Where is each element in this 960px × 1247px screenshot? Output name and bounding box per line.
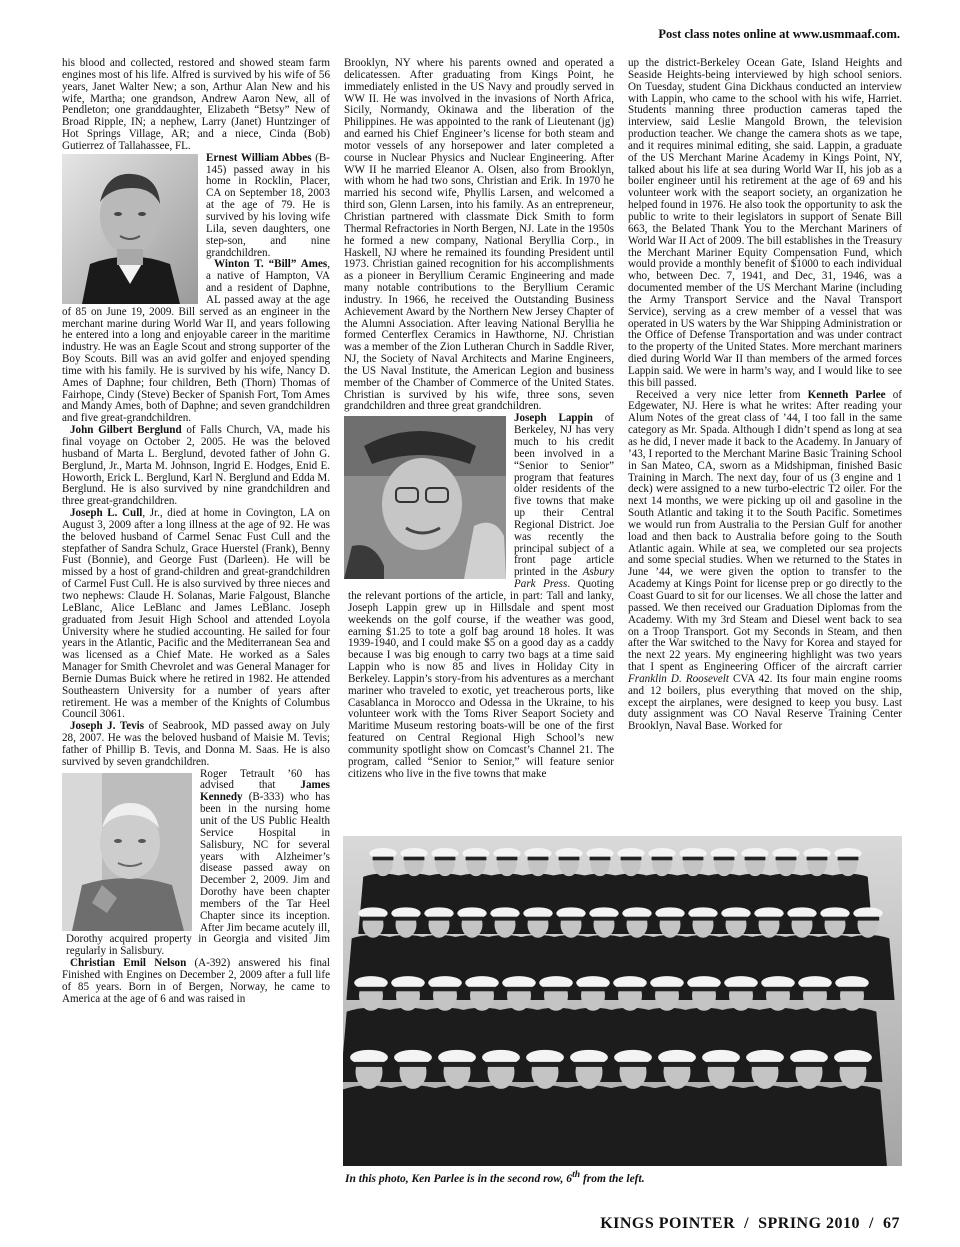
lappin-photo: [344, 416, 506, 579]
kennedy-name: James Kennedy: [200, 779, 330, 804]
lappin-text-2: . Quoting the relevant portions of the article, in part: Tall and lanky, Joseph Lappin grew up in Hillsdale and spent most weekends on the golf course, if the weather was good, earning $1.25 to tote a golf bag around 18 holes. It was 1939-1940, and I could make $5 on a good day as a caddy because I was big enough to carry two bags at a time said Lappin who is now 85 and lives in Holiday City in Berkeley. Lappin’s story-from his adventures as a merchant mariner who traveled to exotic, yet treacherous ports, like Casablanca in Morocco and Odessa in the Ukraine, to his volunteer work with the Toms River Seaport Society and Maritime Museum restoring boats-will be one of the first featured on Central Regional High School’s new community spotlight show on Comcast’s Channel 21. The program, called “Senior to Senior,” will feature senior citizens who live in the five towns that make: [348, 578, 614, 780]
caption-text-post: from the left.: [580, 1172, 645, 1185]
ames-text: , a native of Hampton, VA and a resident of Daphne, AL passed away at the age of 85 on June 19, 2009. Bill served as an engineer in the merchant marine during World War II, and years following he entered into a long and enjoyable career in the maritime industry. He was an Eagle Scout and strong supporter of the Boy Scouts. Bill was an avid golfer and enjoyed spending time with his family. He is survived by his wife, Nancy D. Ames of Daphne; four children, Beth (Thorn) Thomas of Fairhope, Cindy (Steve) Becker of Spanish Fort, Tom Ames and Mandy Ames, both of Daphne; and seven grandchildren and five great-grandchildren.: [62, 258, 330, 425]
tevis-text: of Seabrook, MD passed away on July 28, 2007. He was the beloved husband of Maisie M. Tevis; father of Phillip B. Tevis, and Donna M. Saas. He is also survived by seven grandchildren.: [62, 720, 331, 768]
photo-caption: [345, 1169, 645, 1185]
berglund-text: of Falls Church, VA, made his final voyage on October 2, 2005. He was the beloved husband of Marta L. Berglund, devoted father of John G. Berglund, Jr., Marta M. Johnson, Ingrid E. Hodges, Enid E. Howorth, Erick L. Berglund, Karl N. Berglund and Edda M. Berglund. He is also survived by nine grandchildren and three great-grandchildren.: [62, 424, 331, 508]
cull-name: Joseph L. Cull: [70, 507, 143, 520]
kennedy-text: (B-333) who has been in the nursing home unit of the US Public Health Service Hospital in Salisbury, NC for several years with Alzheimer’s disease passed away on December 2, 2009. Jim and Dorothy have been chapter members of the Tar Heel Chapter since its inception. After Jim became acutely ill, Dorothy acquired property in Georgia and visited Jim regularly in Salisbury.: [66, 791, 330, 958]
kennedy-photo: [62, 773, 192, 931]
nelson-name: Christian Emil Nelson: [70, 957, 187, 970]
parlee-text-2: CVA 42. Its four main engine rooms and 12 boilers, plus everything that moved on the ship, except the airplanes, were designed to keep you busy. Last duty assignment was CO Naval Reserve Training Center Brooklyn, Naval Base. Worked for: [628, 672, 902, 733]
column-1: [62, 58, 330, 1006]
tevis-name: Joseph J. Tevis: [70, 720, 145, 733]
lappin-newspaper: Asbury Park Press: [514, 566, 614, 591]
kennedy-intro: Roger Tetrault ’60 has advised that: [200, 767, 330, 792]
caption-text-pre: In this photo, Ken Parlee is in the second row, 6: [345, 1172, 573, 1185]
berglund-name: John Gilbert Berglund: [70, 424, 182, 437]
abbes-name: Ernest William Abbes: [206, 151, 312, 164]
ames-name: Winton T. “Bill” Ames: [214, 258, 328, 271]
nelson-obituary-continued: Brooklyn, NY where his parents owned and operated a delicatessen. After graduating from Kings Point, he immediately enlisted in the US Navy and proudly served in WW II. He was involved in the invasions of North Africa, Sicily, Normandy, Okinawa and the liberation of the Philippines. He was appointed to the rank of Lieutenant (jg) and earned his Chief Engineer’s license for both steam and motor vessels of any horsepower and later completed a course in Nuclear Physics and Nuclear Engineering. After WW II he married Eleanor A. Olsen, also from Brooklyn, with whom he had two sons, Christian and Erik. In 1970 he married his second wife, Phyllis Larsen, and welcomed a third son, Glenn Larsen, into his family. As an entrepreneur, Christian partnered with classmate Dick Smith to form Thermal Refractories in North Bergen, NJ. Late in the 1950s he formed a new company, National Beryllia Corp., in Haskell, NJ where he remained its founding President until 1973. Christian gained recognition for his accomplishments as a pioneer in Beryllium Ceramic Engineering and made many notable contributions to the Beryllium Ceramic industry. In 1966, he received the Outstanding Business Achievement Award by the Northern New Jersey Chapter of the Alumni Association. After leaving National Beryllia he formed Centerflex Ceramics in Hawthorne, NJ. Christian was a member of the Zion Lutheran Church in Saddle River, NJ, the Society of Naval Architects and Marine Engineers, the US Naval Institute, the American Legion and business member of the Chamber of Commerce of the United States. Christian is survived by his wife, three sons, seven grandchildren and three great grandchildren.: [344, 57, 614, 413]
abbes-text: (B-145) passed away in his home in Rocklin, Placer, CA on September 18, 2003 at the age of 79. He is survived by his loving wife Lila, seven daughters, one step-son, and nine grandchildren.: [206, 151, 330, 259]
cull-text: , Jr., died at home in Covington, LA on August 3, 2009 after a long illness at the age of 92. He was the beloved husband of Carmel Senac Fust Cull and the stepfather of Sandra Schulz, Grace Huerstel (Frank), Benny Fust (Bonnie), and George Fust (Darleen). He will be missed by a host of grand-children and great-grandchildren of Carmel Fust Cull. He is also survived by three nieces and two nephews: Claude H. Solanas, Marie Falgoust, Blanche LeBlanc, Alice LeBlanc and James LeBlanc. Joseph graduated from Jesuit High School and attended Loyola University where he studied accounting. He sailed for four years in the Atlantic, Pacific and the Mediterranean Sea and was licensed as a Chief Mate. He worked as a Sales Manager for Smith Chevrolet and was General Manager for Bernie Dumas Buick where he retired in 1982. He attended Southeastern University for a number of years after retirement. He was a member of the Knights of Columbus Council 3061.: [62, 507, 330, 721]
nelson-text: (A-392) answered his final Finished with Engines on December 2, 2009 after a full life of 85 years. Born in of Bergen, Norway, he came to America at the age of 6 and was raised in: [62, 957, 331, 1005]
column-2: [344, 58, 614, 780]
page-footer: KINGS POINTER / SPRING 2010 / 67: [600, 1215, 900, 1232]
parlee-ship-name: Franklin D. Roosevelt: [628, 672, 729, 685]
column-3: [628, 58, 902, 733]
parlee-name: Kenneth Parlee: [807, 388, 886, 401]
group-photo: [343, 836, 902, 1166]
lappin-article-continued: up the district-Berkeley Ocean Gate, Island Heights and Seaside Heights-being interviewed by high school seniors. On Tuesday, student Gina Dickhaus conducted an interview with Lappin, who came to the school with his wife, Harriet. Students manning three production cameras taped the interview, said Leslie Mangold Brown, the television production teacher. We change the camera shots as we tape, and it requires minimal editing, she said. Lappin, a graduate of the US Merchant Marine Academy in Kings Point, NY, talked about his life at sea during World War II, his job as a boiler engineer until his retirement at the age of 69 and his volunteer work with the seaport society, an organization he helped found in 1976. He also took the opportunity to ask the public to write to their legislators in support of Senate Bill 663, the Belated Thank You to the Merchant Mariners of World War II Act of 2009. The bill establishes in the Treasury the Merchant Mariner Equity Compensation Fund, which would provide a monthly benefit of $1000 to each individual who, between Dec. 7, 1941, and Dec, 31, 1946, was a documented member of the US Merchant Marine (including the Army Transport Service and the Naval Transport Service), serving as a crew member of a vessel that was operated in US waters by the War Shipping Administration or the Office of Defense Transportation and was under contract to the property of the United States. More merchant mariners died during World War II than members of the armed forces Lappin said. We were in harm’s way, and I would like to see this bill passed.: [628, 57, 902, 389]
lappin-text-1: of Berkeley, NJ has very much to his credit been involved in a “Senior to Senior” program that features older residents of the five towns that make up their Central Regional District. Joe was recently the principal subject of a front page article printed in the: [514, 412, 614, 579]
parlee-text-1: of Edgewater, NJ. Here is what he writes: After reading your Alum Notes of the great class of ’44, I too fall in the same category as Mr. Spada. Although I didn’t spend as long at sea as he did, I never made it back to the Academy. In January of ’43, I reported to the Merchant Marine Basic Training School in San Mateo, CA, sworn as a Midshipman, finished Basic Training in March. The next day, four of us (3 engine and 1 deck) were assigned to a new turbo-electric T2 oiler. For the next 14 months, we were picking up oil and gasoline in the South Atlantic and taking it to the South Pacific. Sometimes we would run from Australia to the Persian Gulf for another load and then back to Australia before going to the South Atlantic again. While at sea, we completed our sea projects and some special studies. When we returned to the States in June ’44, we were given the option to transfer to the Academy at Kings Point for license prep or go directly to the Coast Guard to sit for our licenses. We all chose the latter and passed. We then received our Graduation Diplomas from the Academy. With my 3rd Steam and Diesel went back to sea on a Troop Transport. Got my Seconds in Steam, and then after the War switched to the Navy for Korea and stayed for the next 22 years. My engineering highlight was two years that I spent as Engineering Officer of the aircraft carrier: [628, 388, 903, 674]
parlee-intro: Received a very nice letter from: [636, 388, 808, 401]
new-obituary-end: his blood and collected, restored and showed steam farm engines most of his life. Alfred is survived by his wife of 56 years, Janet Walter New; a son, Arthur Alan New and his wife, Martha; one grandson, Andrew Aaron New, all of Pendleton; one granddaughter, Elizabeth “Betsy” New of Broad Ripple, IN; a nephew, Larry (Janet) Huntzinger of Hot Springs Village, AR; and a niece, Cinda (Bob) Gutierrez of Tallahassee, FL.: [62, 57, 330, 152]
notes-link-header: Post class notes online at www.usmmaaf.com.: [658, 27, 900, 41]
abbes-photo: [62, 154, 198, 304]
caption-superscript: th: [572, 1169, 581, 1180]
lappin-name: Joseph Lappin: [514, 412, 593, 425]
